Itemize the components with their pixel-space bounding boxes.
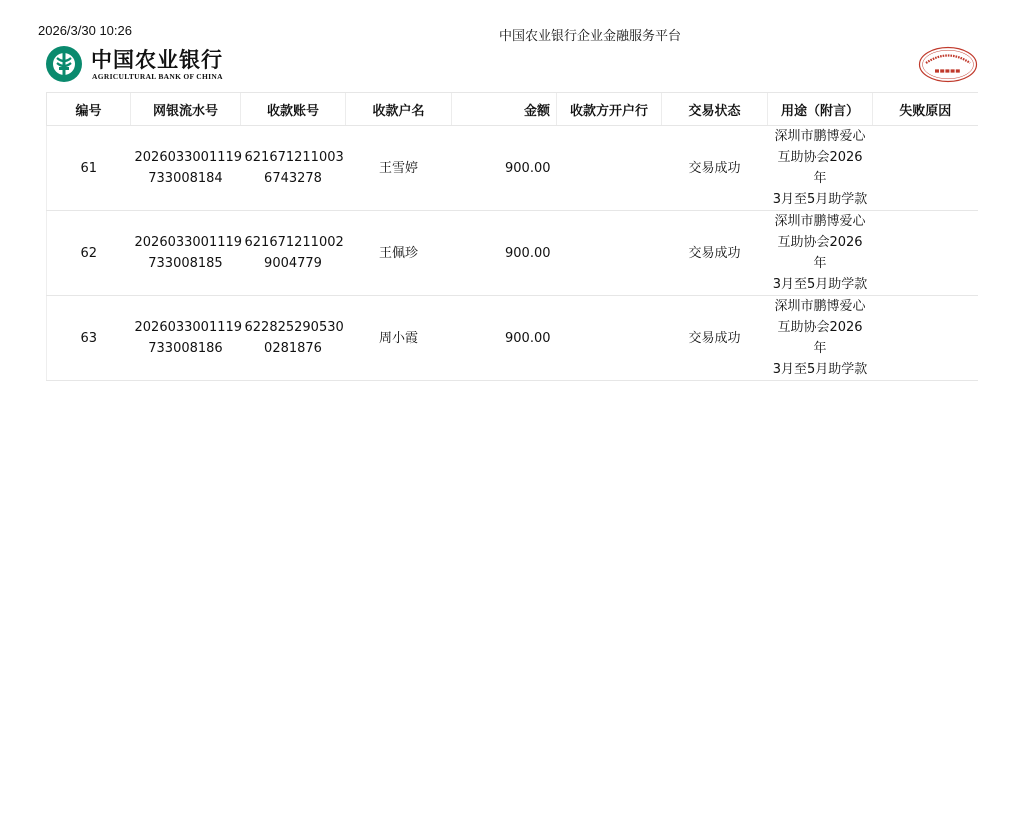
cell-bank xyxy=(557,211,662,296)
col-header-memo: 用途（附言） xyxy=(768,93,873,126)
cell-status: 交易成功 xyxy=(662,126,768,211)
col-header-payee: 收款户名 xyxy=(346,93,452,126)
col-header-account: 收款账号 xyxy=(241,93,346,126)
logo-name-en: AGRICULTURAL BANK OF CHINA xyxy=(92,72,223,81)
cell-serial: 2026033001119 733008185 xyxy=(131,211,241,296)
print-timestamp: 2026/3/30 10:26 xyxy=(38,23,132,38)
col-header-serial: 网银流水号 xyxy=(131,93,241,126)
cell-bank xyxy=(557,296,662,381)
logo-name-cn: 中国农业银行 xyxy=(91,47,223,72)
cell-id: 62 xyxy=(47,211,131,296)
table-row xyxy=(47,126,978,211)
cell-reason xyxy=(873,296,978,381)
cell-id: 63 xyxy=(47,296,131,381)
cell-status: 交易成功 xyxy=(662,296,768,381)
bank-seal-stamp xyxy=(918,46,978,83)
cell-memo: 深圳市鹏博爱心 互助协会2026年 3月至5月助学款 xyxy=(768,126,873,211)
cell-account: 622825290530 0281876 xyxy=(241,296,346,381)
table-header-row xyxy=(47,93,978,126)
cell-amount: 900.00 xyxy=(452,211,557,296)
cell-id: 61 xyxy=(47,126,131,211)
table-row xyxy=(47,296,978,381)
platform-title: 中国农业银行企业金融服务平台 xyxy=(498,29,681,44)
cell-reason xyxy=(873,126,978,211)
cell-amount: 900.00 xyxy=(452,126,557,211)
col-header-id: 编号 xyxy=(47,93,131,126)
cell-payee: 王佩珍 xyxy=(346,211,452,296)
bank-logo xyxy=(44,44,244,86)
table-row xyxy=(47,211,978,296)
col-header-reason: 失败原因 xyxy=(873,93,978,126)
cell-memo: 深圳市鹏博爱心 互助协会2026年 3月至5月助学款 xyxy=(768,211,873,296)
abc-emblem-icon xyxy=(44,44,84,84)
cell-serial: 2026033001119 733008184 xyxy=(131,126,241,211)
cell-payee: 周小霞 xyxy=(346,296,452,381)
cell-payee: 王雪婷 xyxy=(346,126,452,211)
cell-amount: 900.00 xyxy=(452,296,557,381)
cell-memo: 深圳市鹏博爱心 互助协会2026年 3月至5月助学款 xyxy=(768,296,873,381)
cell-account: 621671211002 9004779 xyxy=(241,211,346,296)
cell-reason xyxy=(873,211,978,296)
col-header-status: 交易状态 xyxy=(662,93,768,126)
cell-bank xyxy=(557,126,662,211)
col-header-bank: 收款方开户行 xyxy=(557,93,662,126)
cell-account: 621671211003 6743278 xyxy=(241,126,346,211)
cell-serial: 2026033001119 733008186 xyxy=(131,296,241,381)
col-header-amount: 金额 xyxy=(452,93,557,126)
cell-status: 交易成功 xyxy=(662,211,768,296)
payment-records-table xyxy=(46,92,978,381)
